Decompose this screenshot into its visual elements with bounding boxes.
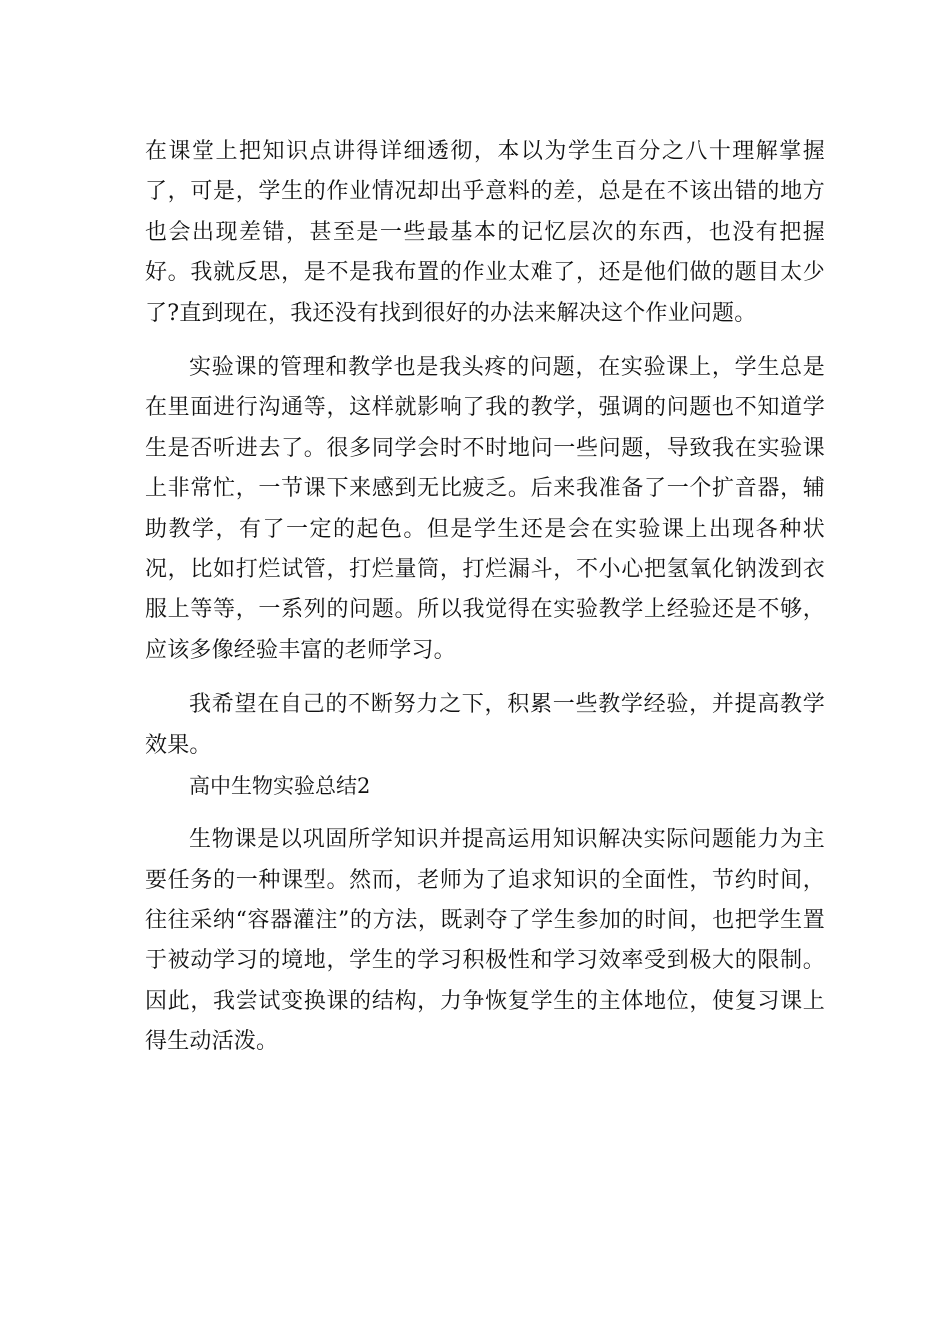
paragraph-teaching-hope: 我希望在自己的不断努力之下，积累一些教学经验，并提高教学效果。 xyxy=(145,692,825,758)
paragraph-lab-class-management: 实验课的管理和教学也是我头疼的问题，在实验课上，学生总是在里面进行沟通等，这样就影响了我的教学，强调的问题也不知道学生是否听进去了。很多同学会时不时地问一些问题，导致我在实验课上非常忙，一节课下来感到无比疲乏。后来我准备了一个扩音器，辅助教学，有了一定的起色。但是学生还是会在实验课上出现各种状况，比如打烂试管，打烂量筒，打烂漏斗，不小心把氢氧化钠泼到衣服上等等，一系列的问题。所以我觉得在实验教学上经验还是不够，应该多像经验丰富的老师学习。 xyxy=(145,355,825,663)
paragraph-homework-reflection: 在课堂上把知识点讲得详细透彻，本以为学生百分之八十理解掌握了，可是，学生的作业情况却出乎意料的差，总是在不该出错的地方也会出现差错，甚至是一些最基本的记忆层次的东西，也没有把握好。我就反思，是不是我布置的作业太难了，还是他们做的题目太少了?直到现在，我还没有找到很好的办法来解决这个作业问题。 xyxy=(145,139,825,326)
paragraph-biology-review-class: 生物课是以巩固所学知识并提高运用知识解决实际问题能力为主要任务的一种课型。然而，老师为了追求知识的全面性，节约时间，往往采纳“容器灌注”的方法，既剥夺了学生参加的时间，也把学生置于被动学习的境地，学生的学习积极性和学习效率受到极大的限制。因此，我尝试变换课的结构，力争恢复学生的主体地位，使复习课上得生动活泼。 xyxy=(145,827,825,1055)
document-body xyxy=(145,132,825,1063)
section-title: 高中生物实验总结2 xyxy=(189,774,371,799)
